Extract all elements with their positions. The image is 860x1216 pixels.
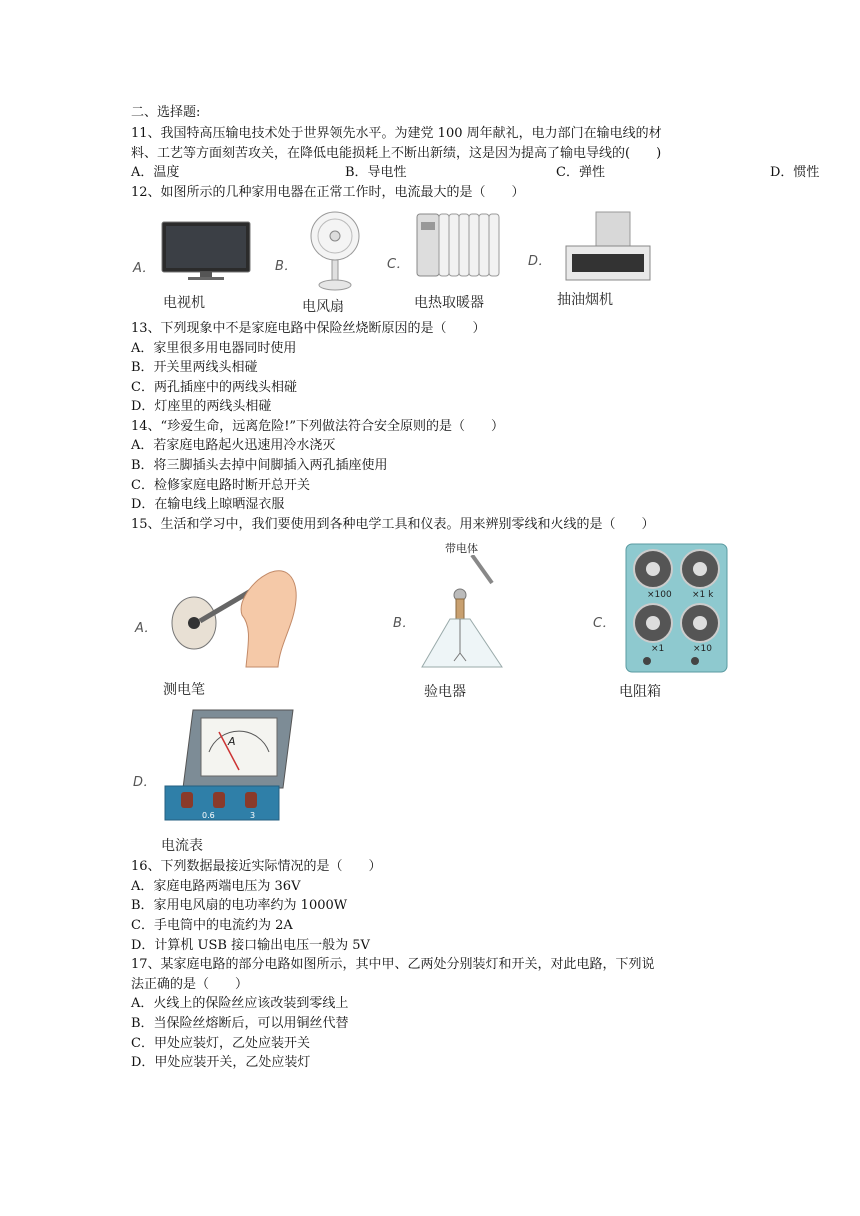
q16-option-a[interactable]: A．家庭电路两端电压为 36V [131,879,301,894]
q14-option-c[interactable]: C．检修家庭电路时断开总开关 [131,478,310,493]
fan-image [305,210,365,292]
q12-letter-d: D． [528,254,552,269]
q17-option-d[interactable]: D．甲处应装开关，乙处应装灯 [131,1055,311,1070]
q13-option-b[interactable]: B．开关里两线头相碰 [131,360,258,375]
q13-option-d[interactable]: D．灯座里的两线头相碰 [131,399,272,414]
q15-caption-d: 电流表 [161,838,203,854]
ammeter-symbol: A [228,735,236,748]
q12-letter-b: B． [275,259,297,274]
q17-option-c[interactable]: C．甲处应装灯，乙处应装开关 [131,1036,310,1051]
heater-image [415,210,505,282]
q13-option-c[interactable]: C．两孔插座中的两线头相碰 [131,380,297,395]
q15-stem: 15、生活和学习中，我们要使用到各种电学工具和仪表。用来辨别零线和火线的是（ ） [131,517,655,532]
q11-stem-line1: 11、我国特高压输电技术处于世界领先水平。为建党 100 周年献礼，电力部门在输电线的材 [131,126,662,141]
ammeter-terminal-3: 3 [250,811,256,820]
q17-option-a[interactable]: A．火线上的保险丝应该改装到零线上 [131,996,349,1011]
q14-option-b[interactable]: B．将三脚插头去掉中间脚插入两孔插座使用 [131,458,388,473]
charged-body-label: 带电体 [445,542,478,555]
dial-label-x1k: ×1 k [692,590,714,600]
q11-option-b[interactable]: B．导电性 [345,165,407,180]
q11-stem-line2: 料、工艺等方面刻苦攻关，在降低电能损耗上不断出新绩，这是因为提高了输电导线的( ) [131,146,662,161]
q13-stem: 13、下列现象中不是家庭电路中保险丝烧断原因的是（ ） [131,321,486,336]
q14-option-d[interactable]: D．在输电线上晾晒湿衣服 [131,497,285,512]
q15-letter-b: B． [393,616,415,631]
q15-caption-a: 测电笔 [163,682,205,698]
q11-option-d[interactable]: D．惯性 [770,165,820,180]
q15-caption-b: 验电器 [424,684,466,700]
q12-caption-d: 抽油烟机 [557,292,613,308]
q11-option-c[interactable]: C．弹性 [556,165,605,180]
q11-option-a[interactable]: A．温度 [131,165,180,180]
dial-label-x10: ×10 [693,644,712,654]
q12-caption-a: 电视机 [163,295,205,311]
q17-option-b[interactable]: B．当保险丝熔断后，可以用铜丝代替 [131,1016,349,1031]
q16-option-d[interactable]: D．计算机 USB 接口输出电压一般为 5V [131,938,370,953]
dial-label-x1: ×1 [651,644,665,654]
q12-letter-a: A． [133,261,155,276]
q14-option-a[interactable]: A．若家庭电路起火迅速用冷水浇灭 [131,438,336,453]
ammeter-image [163,708,295,828]
q16-stem: 16、下列数据最接近实际情况的是（ ） [131,859,382,874]
electroscope-image [420,555,510,673]
q15-letter-c: C． [593,616,616,631]
q12-stem: 12、如图所示的几种家用电器在正常工作时，电流最大的是（ ） [131,185,525,200]
q16-option-c[interactable]: C．手电筒中的电流约为 2A [131,918,293,933]
q17-stem-line1: 17、某家庭电路的部分电路如图所示，其中甲、乙两处分别装灯和开关，对此电路，下列说 [131,957,655,972]
q15-letter-d: D． [133,775,157,790]
q14-stem: 14、“珍爱生命，远离危险!”下列做法符合安全原则的是（ ） [131,419,505,434]
q13-option-a[interactable]: A．家里很多用电器同时使用 [131,341,297,356]
q15-caption-c: 电阻箱 [619,684,661,700]
q16-option-b[interactable]: B．家用电风扇的电功率约为 1000W [131,898,348,913]
q15-letter-a: A． [135,621,157,636]
resistance-box-image [625,543,728,673]
q17-stem-line2: 法正确的是（ ） [131,977,249,992]
range-hood-image [562,210,654,282]
q12-caption-c: 电热取暖器 [414,295,484,311]
test-pen-image [168,555,308,675]
dial-label-x100: ×100 [647,590,672,600]
q12-caption-b: 电风扇 [302,299,344,315]
q12-letter-c: C． [387,257,410,272]
section-title: 二、选择题: [131,105,201,120]
tv-image [160,220,252,282]
ammeter-terminal-06: 0.6 [202,811,215,820]
